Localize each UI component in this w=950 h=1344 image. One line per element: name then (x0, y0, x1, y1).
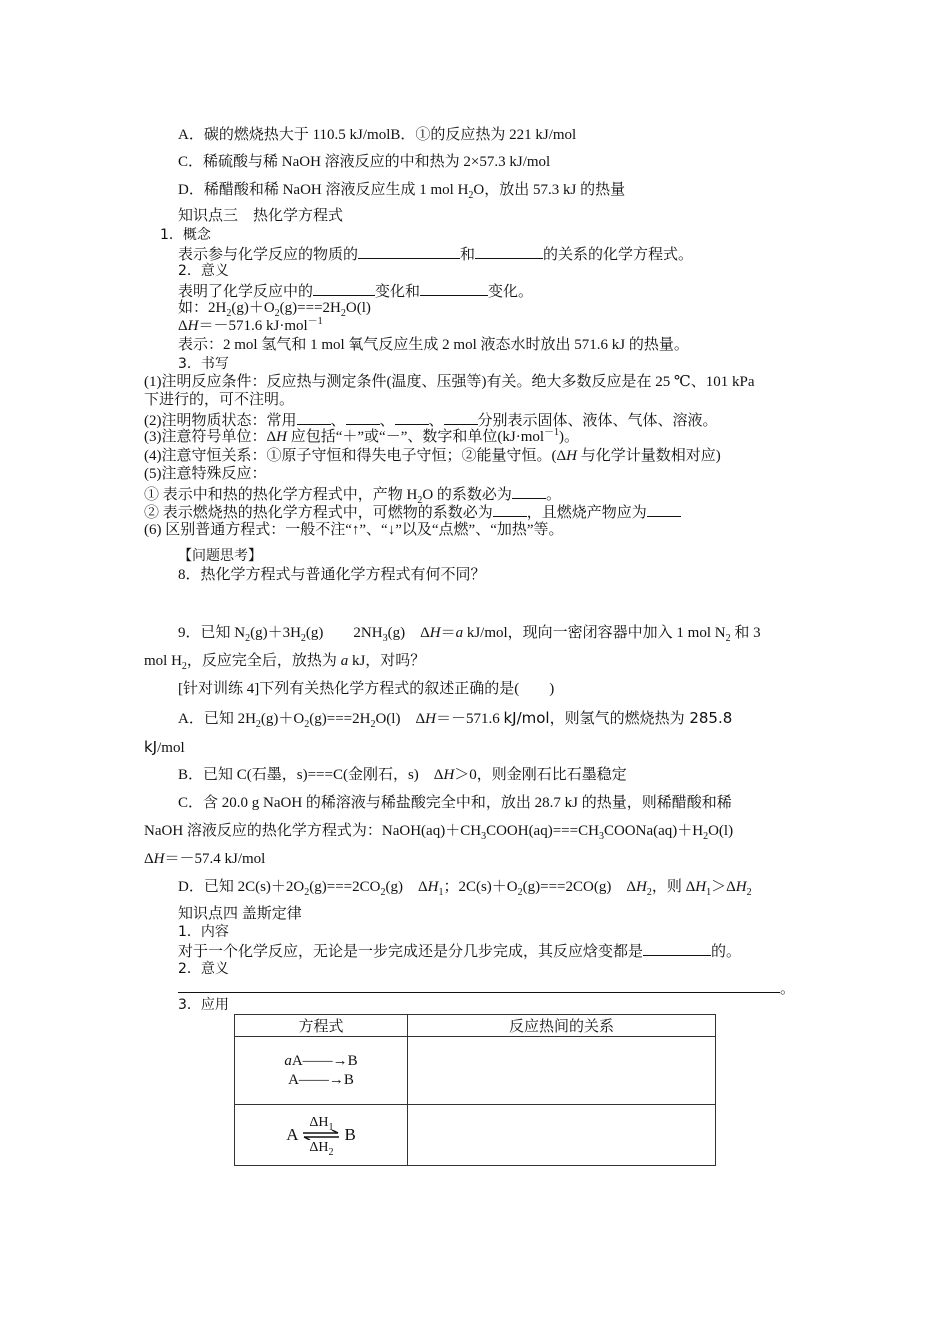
training-b: B．已知 C(石墨，s)===C(金刚石，s) ΔH＞0，则金刚石比石墨稳定 (178, 767, 627, 783)
meaning-heading: 2．意义 (178, 263, 229, 279)
kp4-meaning-line: 。 (178, 978, 795, 998)
question-8: 8．热化学方程式与普通化学方程式有何不同？ (178, 567, 486, 583)
kp3-heading: 知识点三 热化学方程式 (178, 208, 344, 224)
rule-2: (2)注明物质状态：常用 、 、 、 分别表示固体、液体、气体、溶液。 (144, 410, 718, 430)
rule-6: (6) 区别普通方程式：一般不注“↑”、“↓”以及“点燃”、“加热”等。 (144, 522, 564, 538)
content-text: 对于一个化学反应，无论是一步完成还是分几步完成，其反应焓变都是 的。 (178, 941, 741, 961)
example-dh: ΔH＝－571.6 kJ·mol$^{-1}$ (178, 316, 323, 334)
training-c3: ΔH＝－57.4 kJ/mol (144, 851, 266, 867)
example-means: 表示：2 mol 氢气和 1 mol 氧气反应生成 2 mol 液态水时放出 571.6 kJ 的热量。 (178, 337, 689, 353)
rule-1a: (1)注明反应条件：反应热与测定条件(温度、压强等)有关。绝大多数反应是在 25 ℃、101 kPa (144, 374, 755, 390)
example-equation: 如：$2H_2(g)+O_2(g)===2H_2O(l)$ (178, 300, 371, 319)
content-heading: 1．内容 (178, 924, 229, 940)
rule-3: (3)注意符号单位：ΔH 应包括“＋”或“－”、数字和单位(kJ·mol$^{-1}$)。 (144, 427, 580, 445)
option-c: C．稀硫酸与稀 NaOH 溶液反应的中和热为 2×57.3 kJ/mol (178, 154, 551, 170)
kp4-meaning-heading: 2．意义 (178, 961, 229, 977)
rule-1b: 下进行的，可不注明。 (144, 392, 295, 408)
col-header-equation: 方程式 (235, 1015, 408, 1037)
write-heading: 3．书写 (178, 356, 229, 372)
option-a: A．碳的燃烧热大于 110.5 kJ/molB．①的反应热为 221 kJ/mol (178, 127, 577, 143)
training-a1: A．已知 $2H_2(g)+O_2(g)===2H_2O(l)$ ΔH＝－571.6 kJ/mol，则氢气的燃烧热为 285.8 (178, 709, 733, 730)
rule-5a: ① 表示中和热的热化学方程式中，产物 $H_2O$ 的系数必为 。 (144, 484, 561, 504)
rule-5: (5)注意特殊反应： (144, 466, 267, 482)
application-heading: 3．应用 (178, 997, 229, 1013)
kp4-heading: 知识点四 盖斯定律 (178, 906, 302, 922)
training-c2: NaOH 溶液反应的热化学方程式为：$NaOH(aq)+CH_3COOH(aq)===CH_3COONa(aq)+H_2O(l)$ (144, 823, 734, 842)
concept-heading: 1．概念 (160, 227, 211, 243)
equation-cell-2 (235, 1105, 408, 1166)
rule-4: (4)注意守恒关系：①原子守恒和得失电子守恒；②能量守恒。(ΔH 与化学计量数相对应) (144, 448, 721, 464)
training-title: [针对训练 4]下列有关热化学方程式的叙述正确的是( ) (178, 681, 555, 697)
training-a2: kJ/mol (144, 738, 185, 756)
rule-5b: ② 表示燃烧热的热化学方程式中，可燃物的系数必为 ，且燃烧产物应为 (144, 502, 681, 522)
concept-text: 表示参与化学反应的物质的 和 的关系的化学方程式。 (178, 244, 693, 264)
question-9-cont: mol $H_2$，反应完全后，放热为 a kJ，对吗？ (144, 653, 426, 672)
relation-cell-2 (408, 1105, 716, 1166)
relation-cell-1 (408, 1037, 716, 1105)
option-d: D．稀醋酸和稀 NaOH 溶液反应生成 1 mol $H_2O$，放出 57.3 kJ 的热量 (178, 182, 626, 201)
col-header-relation: 反应热间的关系 (408, 1015, 716, 1037)
equation-cell-1: aA——→B A——→B (235, 1037, 408, 1105)
think-title: 【问题思考】 (178, 548, 262, 564)
equilibrium-arrows-icon (301, 1130, 341, 1140)
question-9: 9．已知 $N_2(g)+3H_2(g)$ $2NH_3(g)$ ΔH＝a kJ/mol，现向一密闭容器中加入 1 mol $N_2$ 和 3 (178, 625, 761, 644)
training-c1: C．含 20.0 g NaOH 的稀溶液与稀盐酸完全中和，放出 28.7 kJ 的热量，则稀醋酸和稀 (178, 795, 732, 811)
training-d: D．已知 $2C(s)+2O_2(g)===2CO_2(g)$ $\Delta H_1$；$2C(s)+O_2(g)===2CO(g)$ $\Delta H_2$，则 $\Delta H_1>\Delta H_2$ (178, 879, 752, 898)
hess-table (234, 1014, 716, 1166)
cycle-diagram: A $\Delta H_1$ $\Delta H_2$ B (286, 1115, 356, 1158)
meaning-text: 表明了化学反应中的 变化和 变化。 (178, 281, 533, 301)
